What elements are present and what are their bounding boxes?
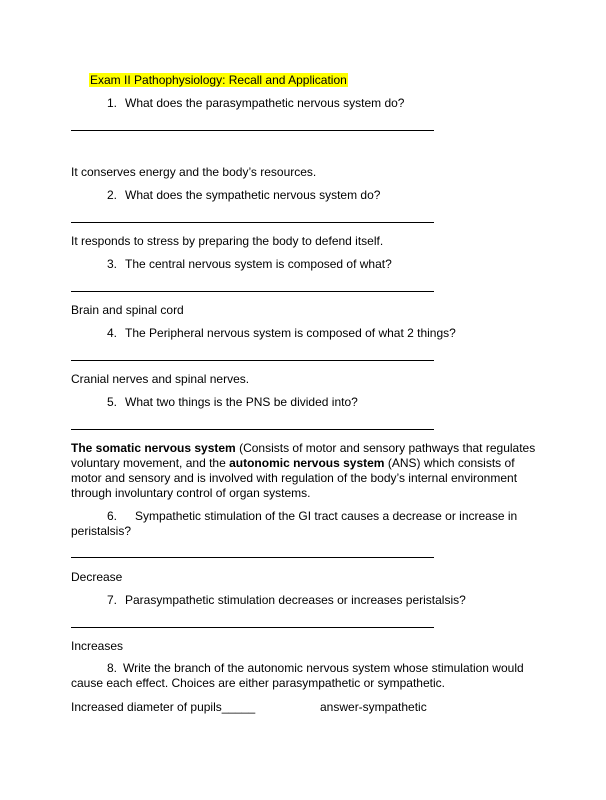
- answer-1: It conserves energy and the body’s resources.: [71, 165, 317, 179]
- question-8: 8. Write the branch of the autonomic nervous system whose stimulation would cause each effect. Choices are either parasympathetic or sympathetic.: [71, 661, 524, 690]
- answer-line-7: [71, 627, 434, 628]
- question-7: 7. Parasympathetic stimulation decreases or increases peristalsis?: [107, 593, 466, 607]
- question-4: 4. The Peripheral nervous system is composed of what 2 things?: [107, 326, 456, 340]
- answer-line-5: [71, 429, 434, 430]
- exam-title: Exam II Pathophysiology: Recall and Application: [90, 73, 347, 87]
- answer-4: Cranial nerves and spinal nerves.: [71, 372, 250, 386]
- answer-line-4: [71, 360, 434, 361]
- answer-5: The somatic nervous system (Consists of motor and sensory pathways that regulates voluntary movement, and the autonomic nervous system (ANS) which consists of motor and sensory and is involved with regulation of the body’s internal environment through involuntary control of organ systems.: [71, 441, 536, 500]
- effect-item-1-answer: answer-sympathetic: [320, 700, 427, 714]
- question-6: 6. Sympathetic stimulation of the GI tract causes a decrease or increase in peristalsis?: [71, 509, 518, 538]
- answer-2: It responds to stress by preparing the body to defend itself.: [71, 234, 384, 248]
- answer-line-3: [71, 291, 434, 292]
- answer-6: Decrease: [71, 570, 123, 584]
- answer-3: Brain and spinal cord: [71, 303, 184, 317]
- answer-line-2: [71, 222, 434, 223]
- question-5: 5. What two things is the PNS be divided into?: [107, 395, 358, 409]
- answer-line-6: [71, 557, 434, 558]
- answer-7: Increases: [71, 639, 124, 653]
- answer-line-1: [71, 130, 434, 131]
- question-1: 1. What does the parasympathetic nervous system do?: [107, 96, 405, 110]
- question-3: 3. The central nervous system is composed of what?: [107, 257, 392, 271]
- question-2: 2. What does the sympathetic nervous system do?: [107, 188, 381, 202]
- effect-item-1-label: Increased diameter of pupils_____: [71, 700, 256, 714]
